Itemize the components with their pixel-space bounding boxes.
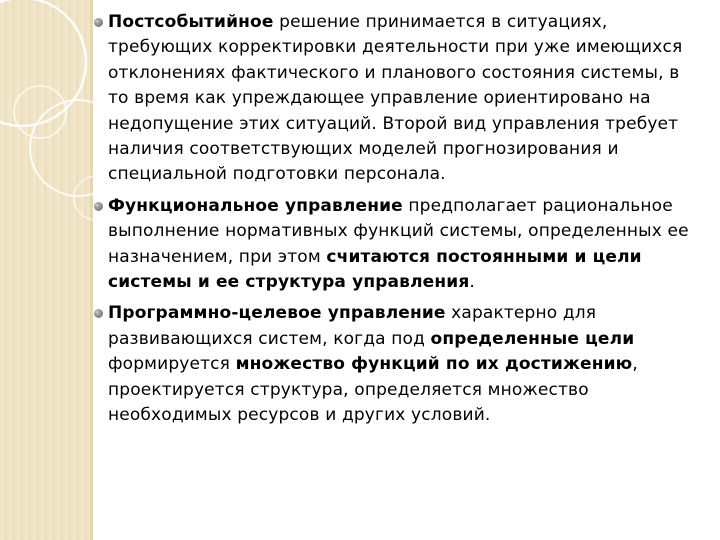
bullet-item-program-target: [93, 301, 703, 428]
bullet-item-reactive: [93, 10, 703, 188]
emphasis-segment: определенные цели: [430, 328, 635, 349]
text-segment: формируется: [108, 354, 236, 375]
term-program-target: Программно-целевое управление: [108, 303, 446, 324]
term-functional: Функциональное управление: [108, 195, 403, 216]
text-segment: характерно для развивающихся систем, когда под: [108, 303, 597, 349]
bullet-dot-icon: [94, 18, 103, 27]
item-text: [108, 12, 682, 184]
bullet-list: [93, 10, 703, 435]
bullet-dot-icon: [94, 309, 103, 318]
item-text: [108, 303, 638, 425]
bullet-item-functional: [93, 194, 703, 296]
item-text: [108, 196, 689, 292]
text-segment: , проектируется структура, определяется множество необходимых ресурсов и других условий.: [108, 354, 638, 426]
text-segment: предполагает рациональное выполнение нормативных функций системы, определенных ее назначением, при этом: [108, 195, 689, 267]
text-segment: решение принимается в ситуациях, требующих корректировки деятельности при уже имеющихся отклонениях фактического и планового состояния системы, в то время как упреждающее управление ориентировано на недопущение этих ситуаций. Второй вид управления требует наличия соответствующих моделей прогнозирования и специальной подготовки персонала.: [108, 12, 683, 185]
term-postevent: Постсобытийное: [108, 12, 274, 32]
emphasis-segment: множество функций по их достижению: [235, 354, 633, 375]
bullet-dot-icon: [94, 202, 103, 211]
text-segment: .: [469, 272, 475, 293]
emphasis-segment: считаются постоянными и цели системы и ее структура управления: [108, 246, 642, 293]
